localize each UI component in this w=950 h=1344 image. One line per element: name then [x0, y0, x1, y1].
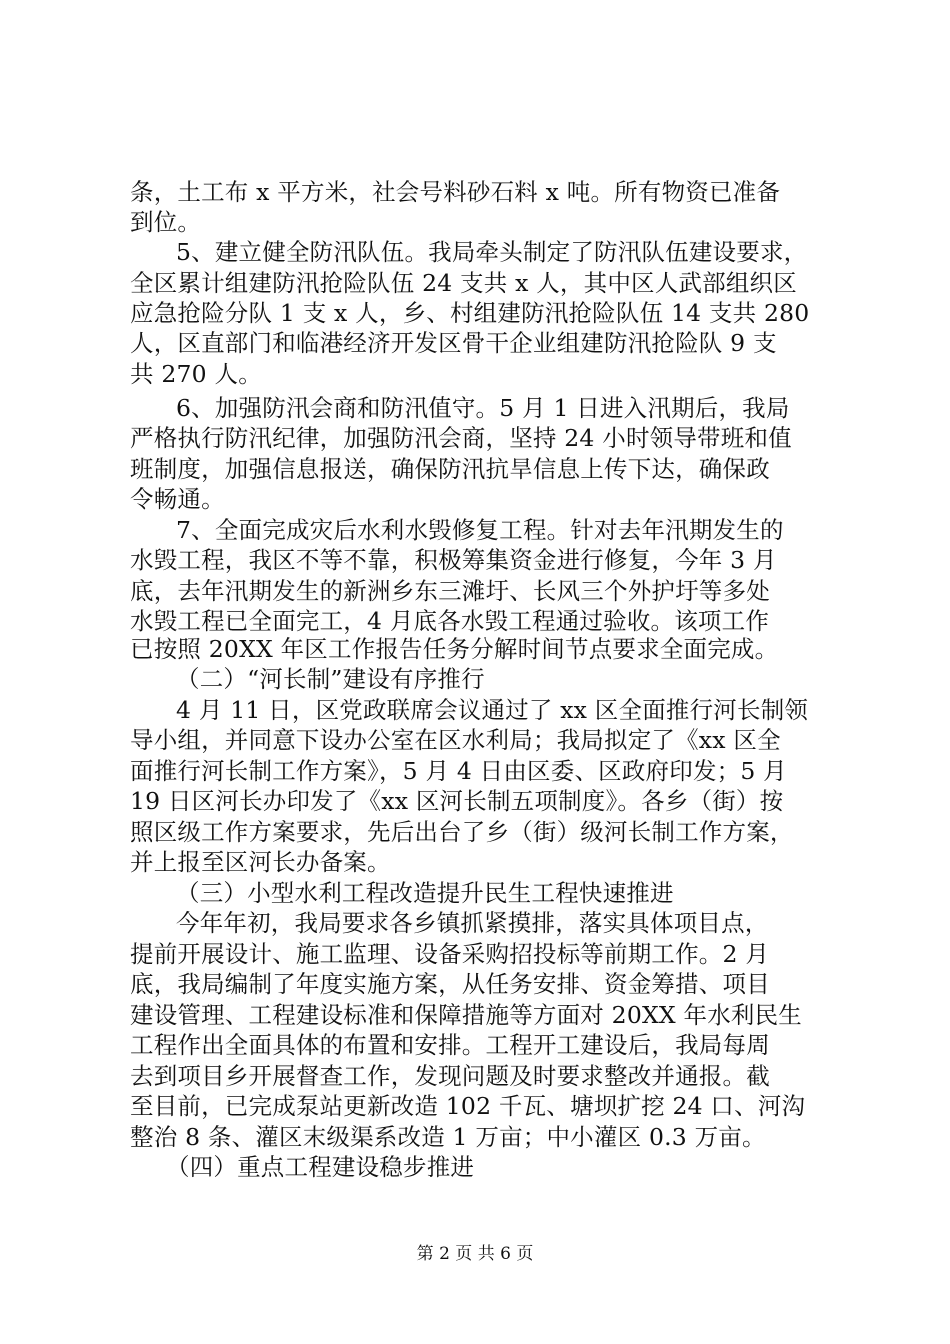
text-line: 全区累计组建防汛抢险队伍 24 支共 x 人，其中区人武部组织区 — [130, 269, 797, 297]
text-line: 6、加强防汛会商和防汛值守。5 月 1 日进入汛期后，我局 — [176, 394, 790, 422]
text-line: 工程作出全面具体的布置和安排。工程开工建设后，我局每周 — [130, 1031, 770, 1059]
text-line: 已按照 20XX 年区工作报告任务分解时间节点要求全面完成。 — [130, 635, 779, 663]
text-line: 人，区直部门和临港经济开发区骨干企业组建防汛抢险队 9 支 — [130, 329, 777, 357]
text-line: 今年年初，我局要求各乡镇抓紧摸排，落实具体项目点， — [176, 909, 769, 937]
text-line: 照区级工作方案要求，先后出台了乡（街）级河长制工作方案， — [130, 818, 794, 846]
text-line: 应急抢险分队 1 支 x 人，乡、村组建防汛抢险队伍 14 支共 280 — [130, 299, 810, 327]
text-line: 4 月 11 日，区党政联席会议通过了 xx 区全面推行河长制领 — [176, 696, 809, 724]
text-line: 提前开展设计、施工监理、设备采购招投标等前期工作。2 月 — [130, 940, 770, 968]
text-line: 班制度，加强信息报送，确保防汛抗旱信息上传下达，确保政 — [130, 455, 770, 483]
text-line: 19 日区河长办印发了《xx 区河长制五项制度》。各乡（街）按 — [130, 787, 784, 815]
text-line: 到位。 — [130, 208, 202, 236]
text-line: 至目前，已完成泵站更新改造 102 千瓦、塘坝扩挖 24 口、河沟 — [130, 1092, 806, 1120]
text-line: 整治 8 条、灌区末级渠系改造 1 万亩；中小灌区 0.3 万亩。 — [130, 1123, 766, 1151]
text-line: 水毁工程，我区不等不靠，积极筹集资金进行修复，今年 3 月 — [130, 546, 777, 574]
text-line: 令畅通。 — [130, 485, 225, 513]
text-line: 严格执行防汛纪律，加强防汛会商，坚持 24 小时领导带班和值 — [130, 424, 792, 452]
text-line: 水毁工程已全面完工，4 月底各水毁工程通过验收。该项工作 — [130, 607, 770, 635]
section-heading: （二）“河长制”建设有序推行 — [176, 665, 485, 693]
section-heading: （四）重点工程建设稳步推进 — [166, 1153, 475, 1181]
text-line: 建设管理、工程建设标准和保障措施等方面对 20XX 年水利民生 — [130, 1001, 803, 1029]
text-line: 面推行河长制工作方案》，5 月 4 日由区委、区政府印发；5 月 — [130, 757, 787, 785]
text-line: 底，去年汛期发生的新洲乡东三滩圩、长风三个外护圩等多处 — [130, 577, 770, 605]
section-heading: （三）小型水利工程改造提升民生工程快速推进 — [176, 879, 674, 907]
text-line: 去到项目乡开展督查工作，发现问题及时要求整改并通报。截 — [130, 1062, 770, 1090]
text-line: 共 270 人。 — [130, 360, 262, 388]
text-line: 5、建立健全防汛队伍。我局牵头制定了防汛队伍建设要求， — [176, 238, 808, 266]
text-line: 7、全面完成灾后水利水毁修复工程。针对去年汛期发生的 — [176, 516, 784, 544]
page-footer: 第 2 页 共 6 页 — [416, 1244, 534, 1264]
text-line: 条，土工布 x 平方米，社会号料砂石料 x 吨。所有物资已准备 — [130, 178, 781, 206]
text-line: 底，我局编制了年度实施方案，从任务安排、资金筹措、项目 — [130, 970, 770, 998]
text-line: 并上报至区河长办备案。 — [130, 848, 391, 876]
text-line: 导小组，并同意下设办公室在区水利局；我局拟定了《xx 区全 — [130, 726, 781, 754]
